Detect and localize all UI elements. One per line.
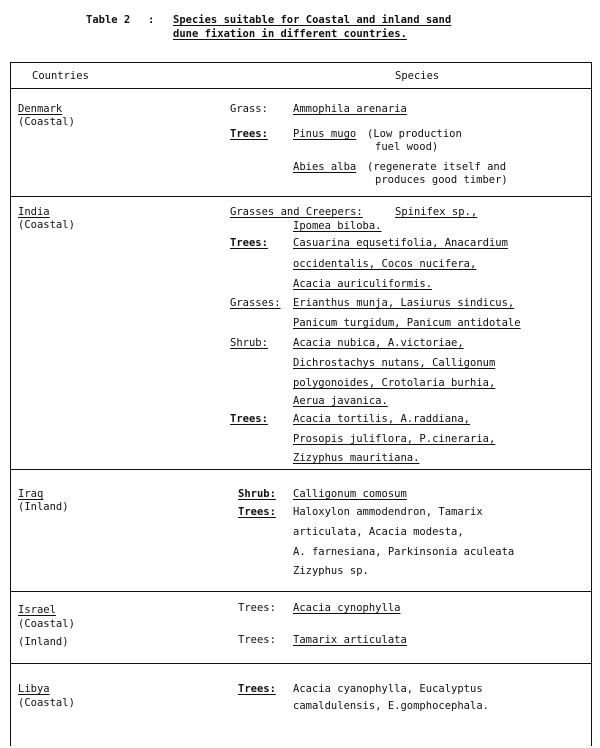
row-divider-israel <box>10 591 592 592</box>
country-denmark: Denmark <box>18 103 63 115</box>
species-india-grasses-2: Panicum turgidum, Panicum antidotale <box>293 317 521 329</box>
species-india-shrub-1: Acacia nubica, A.victoriae, <box>293 337 464 349</box>
label-trees: Trees: <box>238 634 276 646</box>
label-trees: Trees: <box>230 413 268 425</box>
species-india-trees2-1: Acacia tortilis, A.raddiana, <box>293 413 471 425</box>
header-rule <box>10 88 592 89</box>
label-trees: Trees: <box>238 602 276 614</box>
country-libya: Libya <box>18 683 50 695</box>
species-india-shrub-4: Aerua javanica. <box>293 395 388 407</box>
note-pinus-mugo-2: fuel wood) <box>375 141 439 153</box>
species-libya-1: Acacia cyanophylla, Eucalyptus <box>293 683 483 695</box>
species-denmark-grass: Ammophila arenaria <box>293 103 407 115</box>
table-top-rule <box>10 62 592 63</box>
note-abies-alba-2: produces good timber) <box>375 174 508 186</box>
species-india-grasses-1: Erianthus munja, Lasiurus sindicus, <box>293 297 515 309</box>
species-india-trees-3: Acacia auriculiformis. <box>293 278 433 290</box>
species-israel-inland: Tamarix articulata <box>293 634 407 646</box>
species-abies-alba: Abies alba <box>293 161 357 173</box>
label-trees: Trees: <box>238 506 276 518</box>
region-libya: (Coastal) <box>18 697 75 709</box>
label-shrub: Shrub: <box>238 488 276 500</box>
species-iraq-trees-1: Haloxylon ammodendron, Tamarix <box>293 506 483 518</box>
country-israel: Israel <box>18 604 56 616</box>
species-india-gc-1: Spinifex sp., <box>395 206 478 218</box>
row-divider-iraq <box>10 469 592 470</box>
label-trees: Trees: <box>230 128 268 140</box>
column-header-species: Species <box>395 70 440 82</box>
species-india-trees-1: Casuarina equsetifolia, Anacardium <box>293 237 508 249</box>
label-grasses: Grasses: <box>230 297 281 309</box>
species-india-shrub-3: polygonoides, Crotolaria burhia, <box>293 377 496 389</box>
label-shrub: Shrub: <box>230 337 268 349</box>
table-title-line2: dune fixation in different countries. <box>173 28 407 40</box>
country-india: India <box>18 206 50 218</box>
label-trees: Trees: <box>230 237 268 249</box>
note-pinus-mugo-1: (Low production <box>367 128 462 140</box>
row-divider-libya <box>10 663 592 664</box>
column-header-countries: Countries <box>32 70 89 82</box>
country-iraq: Iraq <box>18 488 44 500</box>
species-india-trees-2: occidentalis, Cocos nucifera, <box>293 258 477 270</box>
species-iraq-shrub-1: Calligonum comosum <box>293 488 407 500</box>
region-iraq: (Inland) <box>18 501 69 513</box>
species-iraq-trees-4: Zizyphus sp. <box>293 565 369 577</box>
region-denmark: (Coastal) <box>18 116 75 128</box>
note-abies-alba-1: (regenerate itself and <box>367 161 507 173</box>
species-india-gc-2: Ipomea biloba. <box>293 220 382 232</box>
species-pinus-mugo: Pinus mugo <box>293 128 357 140</box>
title-colon: : <box>148 14 155 26</box>
species-india-shrub-2: Dichrostachys nutans, Calligonum <box>293 357 496 369</box>
species-india-trees2-2: Prosopis juliflora, P.cineraria, <box>293 433 496 445</box>
species-libya-2: camaldulensis, E.gomphocephala. <box>293 700 489 712</box>
region-israel-coastal: (Coastal) <box>18 618 75 630</box>
region-india: (Coastal) <box>18 219 75 231</box>
table-title-line1: Species suitable for Coastal and inland sand <box>173 14 452 26</box>
label-grass: Grass: <box>230 103 268 115</box>
species-india-trees2-3: Zizyphus mauritiana. <box>293 452 420 464</box>
region-israel-inland: (Inland) <box>18 636 69 648</box>
species-iraq-trees-2: articulata, Acacia modesta, <box>293 526 464 538</box>
label-trees: Trees: <box>238 683 276 695</box>
species-iraq-trees-3: A. farnesiana, Parkinsonia aculeata <box>293 546 515 558</box>
label-grasses-creepers: Grasses and Creepers: <box>230 206 363 218</box>
species-israel-coastal: Acacia cynophylla <box>293 602 401 614</box>
table-number: Table 2 <box>86 14 131 26</box>
row-divider-india <box>10 196 592 197</box>
